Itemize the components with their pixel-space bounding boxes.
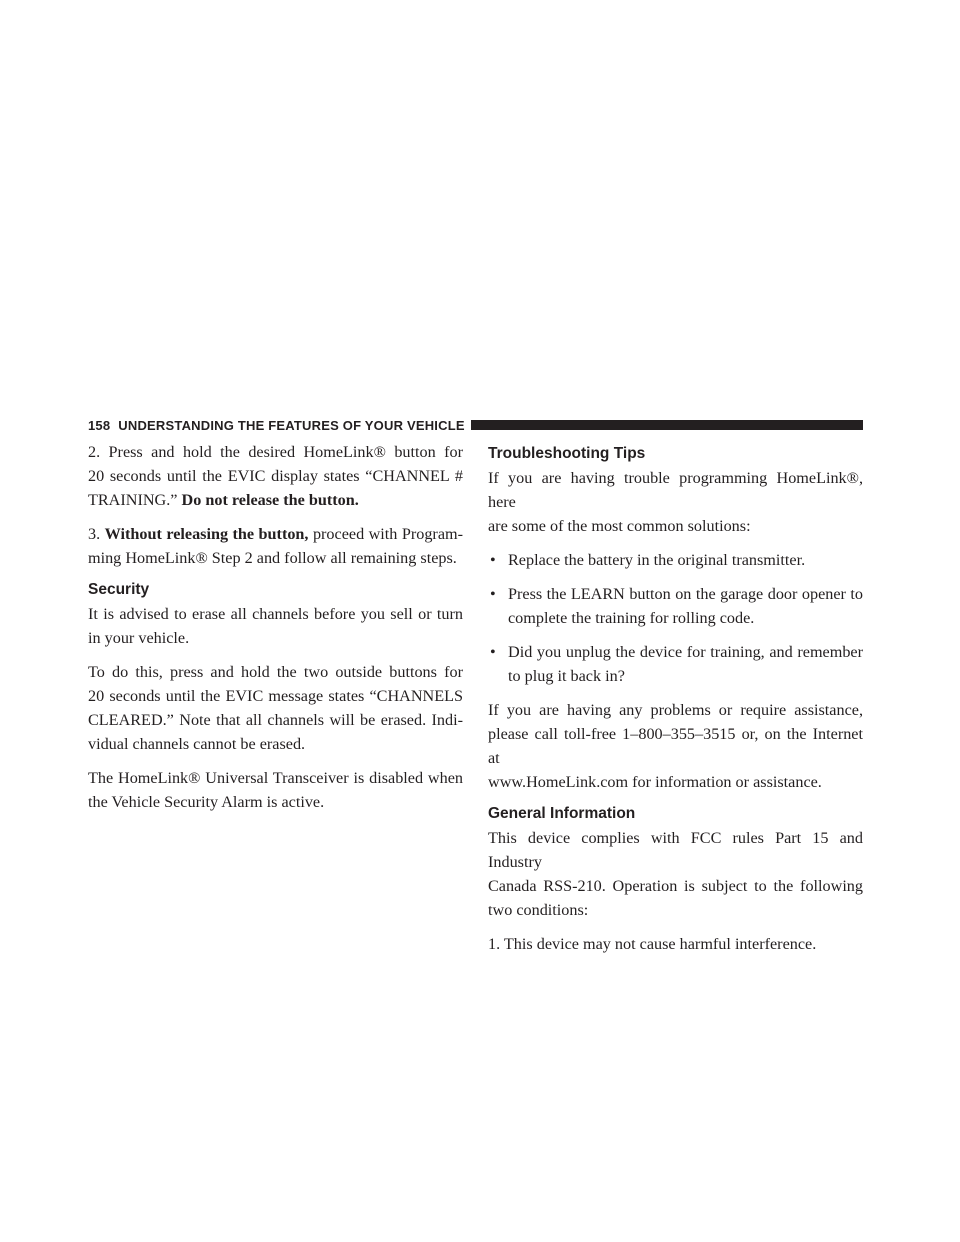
text-line: 1. This device may not cause harmful interference.	[488, 935, 817, 953]
security-heading: Security	[88, 581, 150, 598]
solutions-list	[488, 548, 863, 688]
text-line: CLEARED.” Note that all channels will be erased. Indi-	[88, 711, 463, 729]
text-line: If you are having any problems or require assistance,	[488, 701, 863, 719]
text-line: 2. Press and hold the desired HomeLink® button for	[88, 443, 463, 461]
text-line: Replace the battery in the original transmitter.	[508, 551, 806, 569]
text-line: two conditions:	[488, 901, 589, 919]
text-line: 20 seconds until the EVIC display states “CHANNEL #	[88, 467, 463, 485]
text-line: ming HomeLink® Step 2 and follow all remaining steps.	[88, 549, 457, 567]
text-line: www.HomeLink.com for information or assistance.	[488, 773, 822, 791]
step-number: 3.	[88, 525, 105, 543]
text-line: in your vehicle.	[88, 629, 190, 647]
text-line: It is advised to erase all channels before you sell or turn	[88, 605, 463, 623]
text-line: This device complies with FCC rules Part 15 and Industry	[488, 829, 863, 871]
step-2-paragraph	[88, 440, 463, 512]
general-information-heading: General Information	[488, 805, 636, 822]
text-line	[88, 522, 463, 546]
security-paragraph-2	[88, 660, 463, 756]
text-line: Canada RSS-210. Operation is subject to the following	[488, 877, 863, 895]
chapter-title: UNDERSTANDING THE FEATURES OF YOUR VEHICLE	[118, 417, 465, 433]
text-line: the Vehicle Security Alarm is active.	[88, 793, 325, 811]
troubleshooting-heading: Troubleshooting Tips	[488, 445, 646, 462]
general-paragraph-1	[488, 826, 863, 922]
text-line: complete the training for rolling code.	[508, 609, 755, 627]
text-line: To do this, press and hold the two outside buttons for	[88, 663, 463, 681]
text-line: are some of the most common solutions:	[488, 517, 751, 535]
text-line	[88, 488, 463, 512]
text-run: proceed with Program-	[308, 525, 463, 543]
security-paragraph-1	[88, 602, 463, 650]
bullet: •	[490, 585, 496, 603]
security-paragraph-3	[88, 766, 463, 814]
text-line: The HomeLink® Universal Transceiver is disabled when	[88, 769, 463, 787]
header-rule	[471, 420, 863, 430]
text-line: to plug it back in?	[508, 667, 625, 685]
list-item	[488, 640, 863, 688]
bullet: •	[490, 643, 496, 661]
text-line: If you are having trouble programming HomeLink®, here	[488, 469, 863, 511]
text-line: Did you unplug the device for training, and remember	[508, 643, 863, 661]
step-emphasis: Without releasing the button,	[104, 525, 309, 543]
text-run: TRAINING.”	[88, 491, 182, 509]
page-number: 158	[88, 417, 111, 433]
text-line: Press the LEARN button on the garage door opener to	[508, 585, 863, 603]
general-paragraph-2	[488, 932, 863, 956]
bullet: •	[490, 551, 496, 569]
list-item	[488, 548, 863, 572]
right-column	[488, 440, 863, 966]
assistance-paragraph	[488, 698, 863, 794]
text-line: please call toll-free 1–800–355–3515 or, on the Internet at	[488, 725, 863, 767]
text-line: vidual channels cannot be erased.	[88, 735, 306, 753]
left-column	[88, 440, 463, 824]
troubleshooting-intro	[488, 466, 863, 538]
step-3-paragraph	[88, 522, 463, 570]
page-header	[88, 416, 863, 434]
list-item	[488, 582, 863, 630]
text-line: 20 seconds until the EVIC message states “CHANNELS	[88, 687, 463, 705]
warning-text: Do not release the button.	[181, 491, 359, 509]
